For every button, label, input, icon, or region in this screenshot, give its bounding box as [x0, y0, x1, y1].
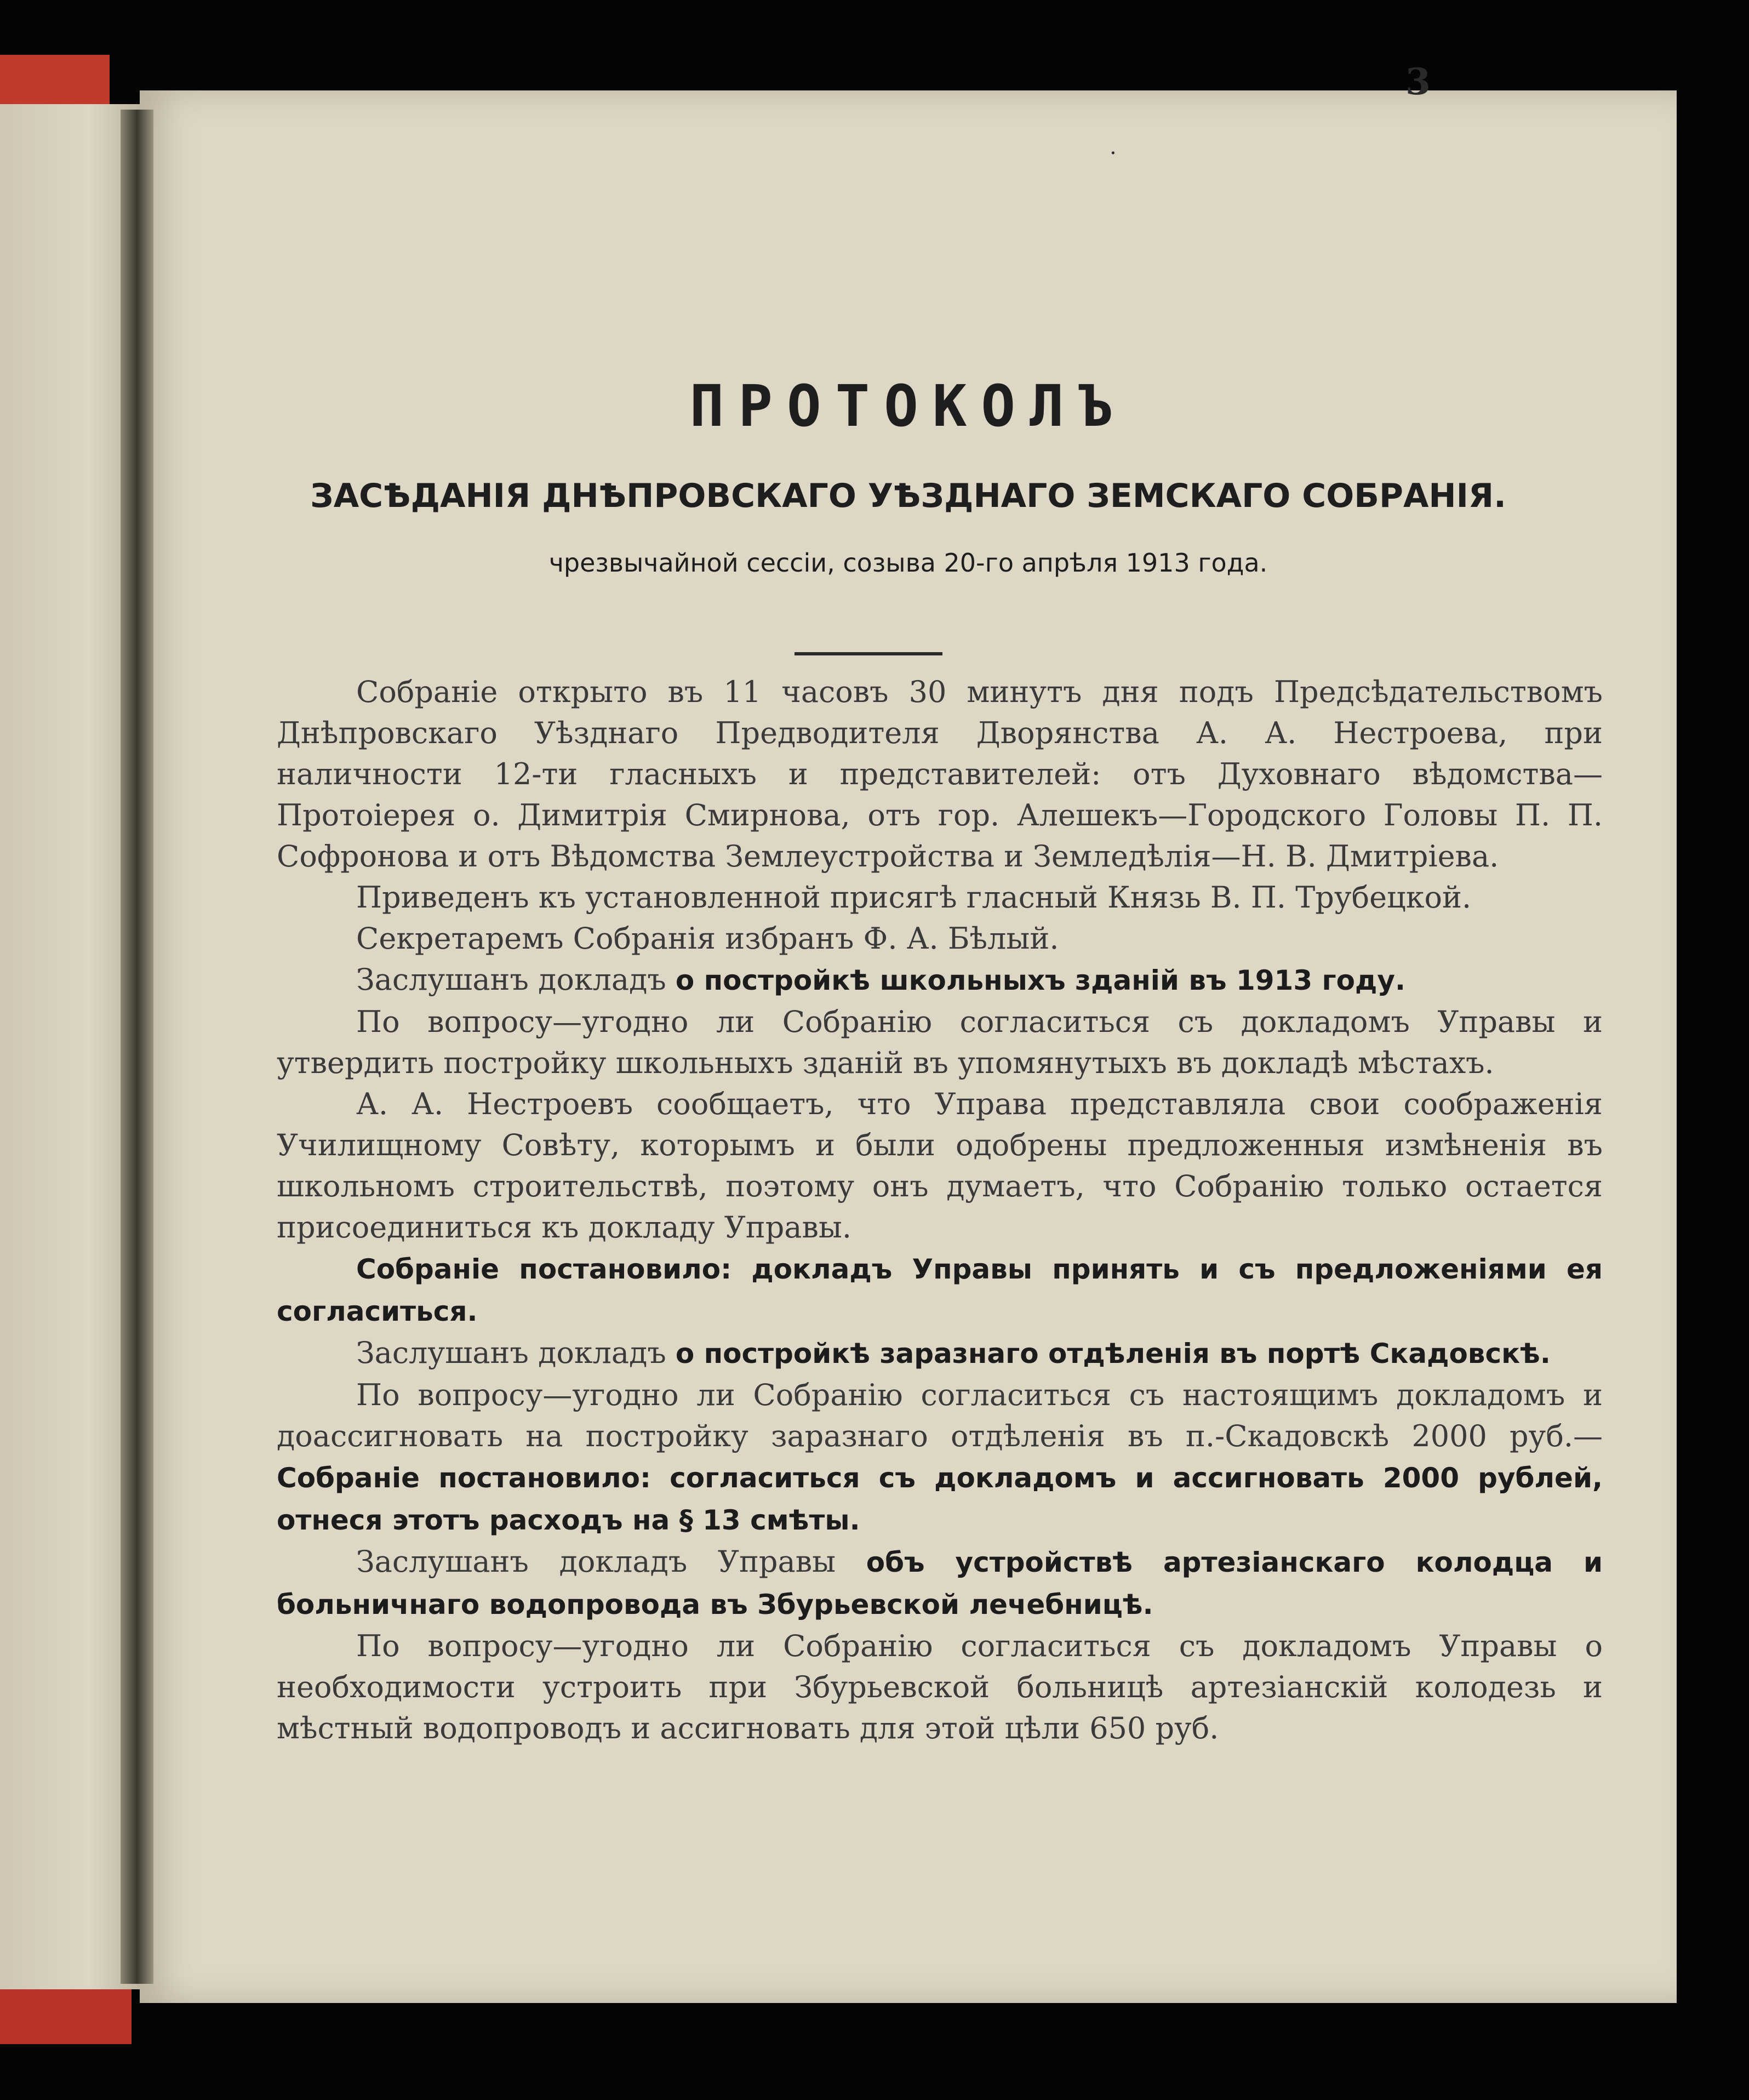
session-line: чрезвычайной сессіи, созыва 20-го апрѣля 1913 года. [548, 548, 1268, 578]
paragraph: А. А. Нестроевъ сообщаетъ, что Управа представляла свои соображенія Училищному Совѣту, которымъ и были одобрены предложенныя измѣненія въ школьномъ строительствѣ, поэтому онъ думаетъ, что Собранію только остается присоединиться къ докладу Управы. [277, 1087, 1603, 1245]
protocol-body [277, 671, 1603, 1749]
paragraph: По вопросу—угодно ли Собранію согласиться съ настоящимъ докладомъ и доассигновать на постройку заразнаго отдѣленія въ п.-Скадовскѣ 2000 руб.—Собраніе постановило: согласиться съ докладомъ и ассигновать 2000 рублей, отнеся этотъ расходъ на § 13 смѣты. [277, 1378, 1603, 1536]
book-cover-edge-top [0, 55, 110, 104]
title-divider [795, 652, 942, 655]
document-subtitle: ЗАСѢДАНІЯ ДНѢПРОВСКАГО УѢЗДНАГО ЗЕМСКАГО СОБРАНІЯ. [310, 477, 1506, 515]
report-title: о постройкѣ заразнаго отдѣленія въ портѣ Скадовскѣ. [675, 1338, 1551, 1369]
paragraph: Секретаремъ Собранія избранъ Ф. А. Бѣлый. [356, 921, 1059, 956]
paragraph: Заслушанъ докладъ о постройкѣ заразнаго отдѣленія въ портѣ Скадовскѣ. [356, 1336, 1551, 1370]
document-title: ПРОТОКОЛЪ [689, 373, 1127, 440]
paragraph [277, 1248, 1603, 1332]
paragraph: Заслушанъ докладъ о постройкѣ школьныхъ зданій въ 1913 году. [356, 962, 1405, 997]
paragraph: Приведенъ къ установленной присягѣ гласный Князь В. П. Трубецкой. [356, 880, 1472, 915]
book-cover-edge-bottom [0, 1989, 132, 2044]
paragraph: По вопросу—угодно ли Собранію согласиться съ докладомъ Управы о необходимости устроить при Збурьевской больницѣ артезіанскій колодезь и мѣстный водопроводъ и ассигновать для этой цѣли 650 руб. [277, 1629, 1603, 1745]
paragraph: Заслушанъ докладъ Управы объ устройствѣ артезіанскаго колодца и больничнаго водопровода въ Збурьевской лечебницѣ. [277, 1544, 1603, 1620]
resolution: Собраніе постановило: докладъ Управы принять и съ предложеніями ея согласиться. [277, 1253, 1603, 1327]
page-content [140, 0, 1677, 1913]
paragraph: Собраніе открыто въ 11 часовъ 30 минутъ дня подъ Предсѣдательствомъ Днѣпровскаго Уѣзднаго Предводителя Дворянства А. А. Нестроева, при наличности 12-ти гласныхъ и представителей: отъ Духовнаго вѣдомства—Протоіерея о. Димитрія Смирнова, отъ гор. Алешекъ—Городского Головы П. П. Софронова и отъ Вѣдомства Землеустройства и Земледѣлія—Н. В. Дмитріева. [277, 675, 1603, 874]
ink-dot: . [1110, 134, 1117, 159]
report-title: объ устройствѣ артезіанскаго колодца и больничнаго водопровода въ Збурьевской лечебницѣ. [277, 1547, 1603, 1620]
report-title: о постройкѣ школьныхъ зданій въ 1913 году. [675, 965, 1405, 996]
resolution: Собраніе постановило: согласиться съ докладомъ и ассигновать 2000 рублей, отнеся этотъ расходъ на § 13 смѣты. [277, 1462, 1603, 1536]
page-number: 3 [1405, 60, 1431, 103]
paragraph: По вопросу—угодно ли Собранію согласиться съ докладомъ Управы и утвердить постройку школьныхъ зданій въ упомянутыхъ въ докладѣ мѣстахъ. [277, 1005, 1603, 1080]
